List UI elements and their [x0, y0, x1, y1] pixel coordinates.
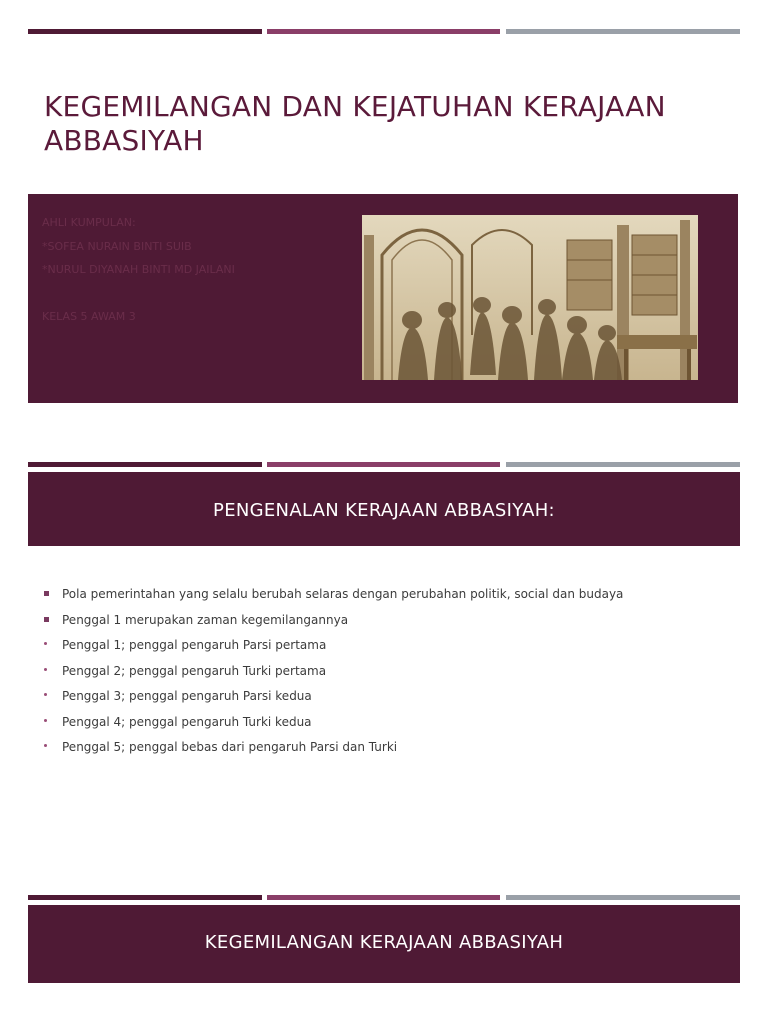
members-heading: AHLI KUMPULAN: [42, 216, 136, 229]
list-item [44, 660, 734, 686]
accent-stripe-plum [267, 895, 500, 900]
list-item [44, 583, 734, 609]
library-scene-illustration [362, 215, 698, 380]
bullet-text: Penggal 4; penggal pengaruh Turki kedua [62, 714, 312, 729]
accent-stripe-gray [506, 29, 740, 34]
member-name: *SOFEA NURAIN BINTI SUIB [42, 239, 192, 253]
accent-stripe-dark [28, 29, 262, 34]
list-item [44, 736, 734, 762]
dot-bullet-icon [44, 719, 47, 722]
spacer [42, 282, 342, 305]
accent-stripe-plum [267, 462, 500, 467]
accent-stripe-plum [267, 29, 500, 34]
list-item [44, 634, 734, 660]
list-item [44, 711, 734, 737]
list-item [44, 685, 734, 711]
bullet-text: Penggal 3; penggal pengaruh Parsi kedua [62, 689, 312, 703]
bullet-text: Penggal 2; penggal pengaruh Turki pertama [62, 663, 327, 678]
bullet-text: Penggal 1 merupakan zaman kegemilangannya [62, 612, 349, 627]
slide-title: KEGEMILANGAN DAN KEJATUHAN KERAJAAN ABBASIYAH [44, 90, 666, 157]
dot-bullet-icon [44, 693, 47, 696]
accent-stripe-dark [28, 462, 262, 467]
class-label: KELAS 5 AWAM 3 [42, 309, 136, 323]
group-members [42, 211, 342, 328]
dot-bullet-icon [44, 744, 47, 747]
square-bullet-icon [44, 591, 49, 596]
dot-bullet-icon [44, 642, 47, 645]
square-bullet-icon [44, 617, 49, 622]
list-item [44, 609, 734, 635]
bullet-list [44, 583, 734, 762]
bullet-text: Penggal 5; penggal bebas dari pengaruh Parsi dan Turki [62, 740, 398, 754]
dot-bullet-icon [44, 668, 47, 671]
accent-stripe-gray [506, 462, 740, 467]
section-heading: PENGENALAN KERAJAAN ABBASIYAH: [213, 500, 555, 521]
accent-stripe-dark [28, 895, 262, 900]
bullet-text: Pola pemerintahan yang selalu berubah selaras dengan perubahan politik, social dan budaya [62, 587, 624, 601]
section-heading: KEGEMILANGAN KERAJAAN ABBASIYAH [204, 932, 564, 953]
bullet-text: Penggal 1; penggal pengaruh Parsi pertama [62, 638, 327, 652]
historical-illustration [362, 215, 698, 380]
accent-stripe-gray [506, 895, 740, 900]
member-name: *NURUL DIYANAH BINTI MD JAILANI [42, 263, 235, 276]
